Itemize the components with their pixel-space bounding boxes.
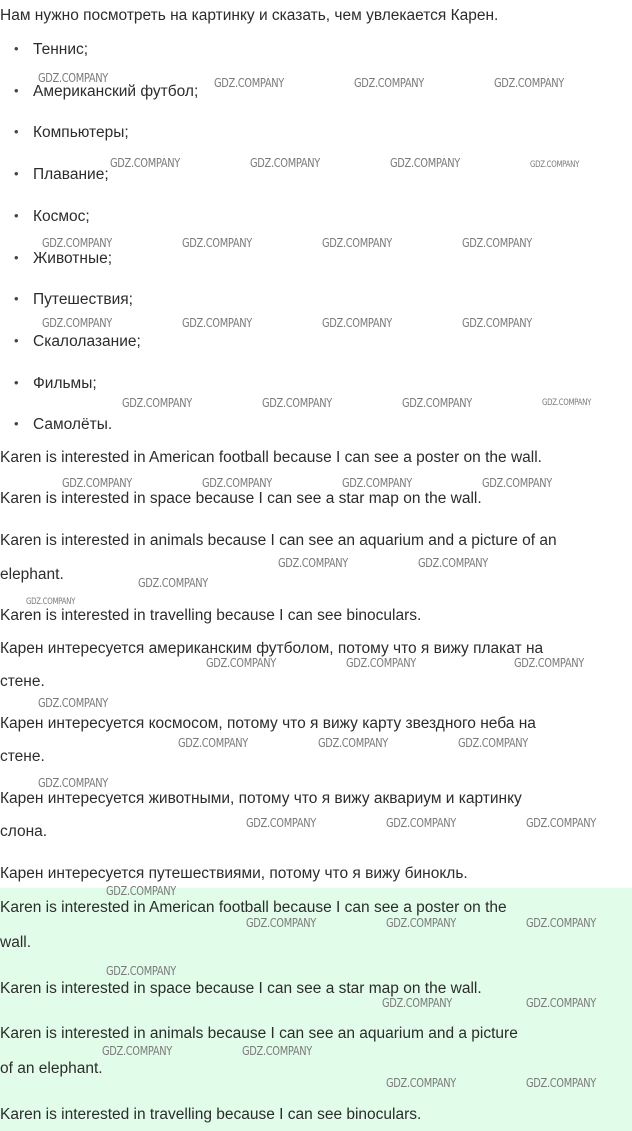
watermark: GDZ.COMPANY	[42, 316, 112, 330]
watermark: GDZ.COMPANY	[250, 156, 320, 170]
watermark: GDZ.COMPANY	[354, 76, 424, 90]
watermark: GDZ.COMPANY	[386, 1076, 456, 1090]
bullet-icon: •	[14, 250, 19, 265]
watermark: GDZ.COMPANY	[122, 396, 192, 410]
watermark: GDZ.COMPANY	[482, 476, 552, 490]
watermark: GDZ.COMPANY	[462, 236, 532, 250]
answer-sentence: Karen is interested in animals because I can see an aquarium and a picture	[0, 1025, 518, 1042]
watermark: GDZ.COMPANY	[178, 736, 248, 750]
answer-sentence-continuation: wall.	[0, 934, 32, 951]
russian-sentence: Карен интересуется путешествиями, потому что я вижу бинокль.	[0, 865, 468, 882]
watermark: GDZ.COMPANY	[202, 476, 272, 490]
watermark: GDZ.COMPANY	[526, 996, 596, 1010]
bullet-icon: •	[14, 208, 19, 223]
watermark: GDZ.COMPANY	[530, 160, 580, 170]
english-sentence: Karen is interested in travelling because I can see binoculars.	[0, 607, 422, 624]
bullet-icon: •	[14, 333, 19, 348]
watermark: GDZ.COMPANY	[38, 776, 108, 790]
bullet-icon: •	[14, 375, 19, 390]
watermark: GDZ.COMPANY	[106, 964, 176, 978]
watermark: GDZ.COMPANY	[42, 236, 112, 250]
watermark: GDZ.COMPANY	[346, 656, 416, 670]
watermark: GDZ.COMPANY	[106, 884, 176, 898]
english-sentence: Karen is interested in space because I can see a star map on the wall.	[0, 490, 482, 507]
watermark: GDZ.COMPANY	[514, 656, 584, 670]
english-sentence: Karen is interested in animals because I can see an aquarium and a picture of an	[0, 532, 557, 549]
intro-text: Нам нужно посмотреть на картинку и сказать, чем увлекается Карен.	[0, 7, 499, 24]
watermark: GDZ.COMPANY	[386, 916, 456, 930]
russian-sentence: Карен интересуется животными, потому что я вижу аквариум и картинку	[0, 790, 522, 807]
watermark: GDZ.COMPANY	[206, 656, 276, 670]
watermark: GDZ.COMPANY	[526, 816, 596, 830]
watermark: GDZ.COMPANY	[182, 236, 252, 250]
watermark: GDZ.COMPANY	[242, 1044, 312, 1058]
answer-sentence-continuation: of an elephant.	[0, 1060, 103, 1077]
watermark: GDZ.COMPANY	[402, 396, 472, 410]
english-sentence: Karen is interested in American football because I can see a poster on the wall.	[0, 449, 542, 466]
english-sentence-continuation: elephant.	[0, 566, 64, 583]
watermark: GDZ.COMPANY	[26, 597, 76, 607]
answer-sentence: Karen is interested in American football because I can see a poster on the	[0, 899, 507, 916]
watermark: GDZ.COMPANY	[262, 396, 332, 410]
russian-sentence: Карен интересуется американским футболом, потому что я вижу плакат на	[0, 640, 544, 657]
watermark: GDZ.COMPANY	[110, 156, 180, 170]
bullet-icon: •	[14, 291, 19, 306]
russian-sentence-continuation: слона.	[0, 823, 48, 840]
watermark: GDZ.COMPANY	[526, 916, 596, 930]
bullet-icon: •	[14, 41, 19, 56]
russian-sentence: Карен интересуется космосом, потому что я вижу карту звездного неба на	[0, 715, 536, 732]
watermark: GDZ.COMPANY	[542, 398, 592, 408]
watermark: GDZ.COMPANY	[38, 71, 108, 85]
russian-sentence-continuation: стене.	[0, 673, 45, 690]
watermark: GDZ.COMPANY	[214, 76, 284, 90]
watermark: GDZ.COMPANY	[182, 316, 252, 330]
watermark: GDZ.COMPANY	[322, 236, 392, 250]
watermark: GDZ.COMPANY	[102, 1044, 172, 1058]
watermark: GDZ.COMPANY	[138, 576, 208, 590]
watermark: GDZ.COMPANY	[462, 316, 532, 330]
watermark: GDZ.COMPANY	[382, 996, 452, 1010]
watermark: GDZ.COMPANY	[38, 696, 108, 710]
answer-sentence: Karen is interested in space because I can see a star map on the wall.	[0, 980, 482, 997]
watermark: GDZ.COMPANY	[342, 476, 412, 490]
watermark: GDZ.COMPANY	[494, 76, 564, 90]
bullet-icon: •	[14, 416, 19, 431]
answer-sentence: Karen is interested in travelling because I can see binoculars.	[0, 1106, 422, 1123]
russian-sentence-continuation: стене.	[0, 748, 45, 765]
watermark: GDZ.COMPANY	[322, 316, 392, 330]
watermark: GDZ.COMPANY	[458, 736, 528, 750]
watermark: GDZ.COMPANY	[418, 556, 488, 570]
watermark: GDZ.COMPANY	[246, 816, 316, 830]
bullet-icon: •	[14, 166, 19, 181]
watermark: GDZ.COMPANY	[246, 916, 316, 930]
watermark: GDZ.COMPANY	[390, 156, 460, 170]
watermark: GDZ.COMPANY	[386, 816, 456, 830]
watermark: GDZ.COMPANY	[318, 736, 388, 750]
bullet-icon: •	[14, 124, 19, 139]
watermark: GDZ.COMPANY	[278, 556, 348, 570]
watermark: GDZ.COMPANY	[62, 476, 132, 490]
bullet-icon: •	[14, 83, 19, 98]
watermark: GDZ.COMPANY	[526, 1076, 596, 1090]
